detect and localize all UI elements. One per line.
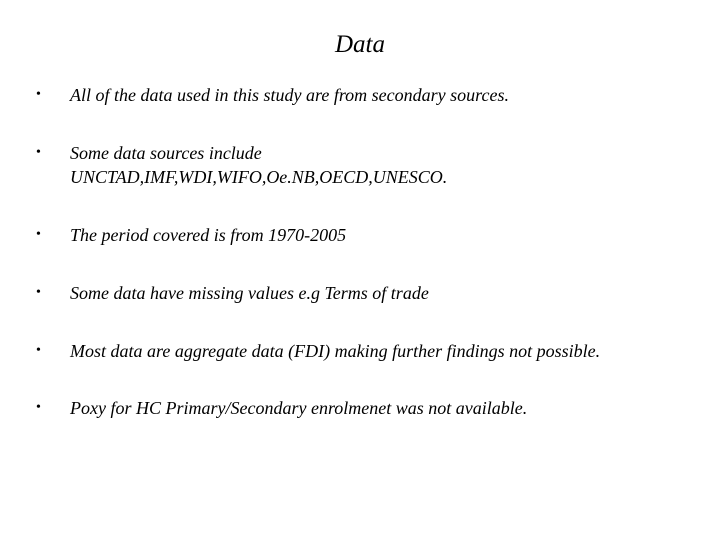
bullet-text: The period covered is from 1970-2005 — [70, 225, 347, 245]
bullet-icon: • — [36, 343, 41, 358]
bullet-text: Some data have missing values e.g Terms of trade — [70, 283, 429, 303]
bullet-icon: • — [36, 285, 41, 300]
bullet-icon: • — [36, 87, 41, 102]
bullet-text: All of the data used in this study are from secondary sources. — [70, 85, 509, 105]
list-item — [36, 223, 696, 247]
bullet-text: Poxy for HC Primary/Secondary enrolmenet was not available. — [70, 398, 528, 418]
list-item — [36, 141, 696, 189]
list-item — [36, 339, 696, 363]
bullet-text: Some data sources include UNCTAD,IMF,WDI,WIFO,Oe.NB,OECD,UNESCO. — [70, 143, 448, 187]
bullet-icon: • — [36, 400, 41, 415]
list-item — [36, 396, 696, 420]
bullet-icon: • — [36, 227, 41, 242]
bullet-text: Most data are aggregate data (FDI) making further findings not possible. — [70, 341, 601, 361]
list-item — [36, 83, 696, 107]
bullet-icon: • — [36, 145, 41, 160]
slide-title: Data — [335, 31, 385, 58]
list-item — [36, 281, 696, 305]
